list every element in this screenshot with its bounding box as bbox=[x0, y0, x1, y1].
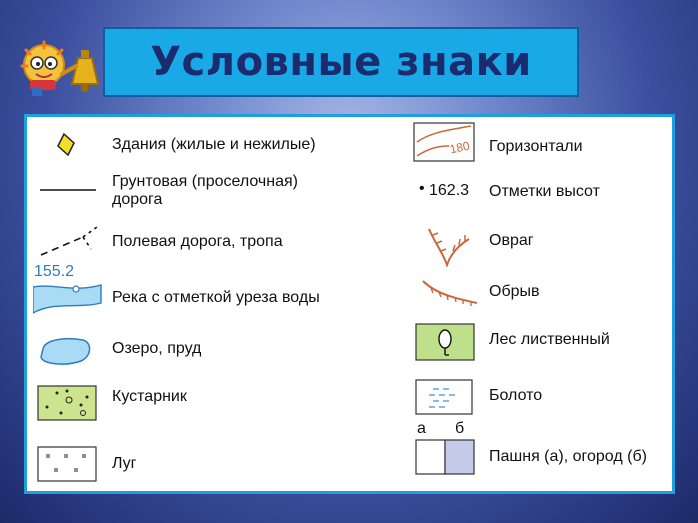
contour-lines-icon bbox=[413, 122, 475, 162]
legend-label-dirt-road: Грунтовая (проселочная) дорога bbox=[112, 173, 298, 208]
legend-label-river: Река с отметкой уреза воды bbox=[112, 289, 320, 306]
dirt-road-icon bbox=[40, 187, 96, 193]
mascot-bell-icon bbox=[18, 40, 108, 107]
page-title: Условные знаки bbox=[150, 39, 532, 85]
spot-height-dot: • bbox=[419, 180, 425, 197]
deciduous-forest-icon bbox=[415, 323, 475, 361]
legend-label-building: Здания (жилые и нежилые) bbox=[112, 136, 316, 153]
cliff-icon bbox=[419, 277, 481, 309]
legend-label-meadow: Луг bbox=[112, 455, 137, 472]
legend-label-spot-height: Отметки высот bbox=[489, 183, 600, 200]
field-garden-icon bbox=[415, 439, 475, 475]
legend-panel bbox=[24, 114, 675, 494]
legend-label-contours: Горизонтали bbox=[489, 138, 583, 155]
legend-label-field-garden: Пашня (а), огород (б) bbox=[489, 448, 647, 465]
field-sublabel-b: б bbox=[455, 420, 465, 437]
river-elevation-value: 155.2 bbox=[34, 263, 75, 280]
spot-height-value: 162.3 bbox=[429, 182, 470, 199]
legend-label-field-road: Полевая дорога, тропа bbox=[112, 233, 283, 250]
contour-value: 180 bbox=[448, 138, 471, 157]
lake-icon bbox=[37, 335, 93, 367]
field-sublabel-a: а bbox=[417, 420, 426, 437]
legend-label-shrub: Кустарник bbox=[112, 388, 187, 405]
legend-label-lake: Озеро, пруд bbox=[112, 340, 202, 357]
shrub-icon bbox=[37, 385, 97, 421]
field-road-icon bbox=[39, 225, 101, 259]
legend-label-swamp: Болото bbox=[489, 387, 543, 404]
building-icon bbox=[55, 131, 79, 159]
legend-label-forest: Лес лиственный bbox=[489, 331, 610, 348]
river-icon bbox=[33, 279, 103, 319]
legend-label-cliff: Обрыв bbox=[489, 283, 540, 300]
ravine-icon bbox=[425, 223, 473, 267]
title-banner bbox=[103, 27, 579, 97]
legend-label-ravine: Овраг bbox=[489, 232, 534, 249]
swamp-icon bbox=[415, 379, 473, 415]
meadow-icon bbox=[37, 446, 97, 482]
